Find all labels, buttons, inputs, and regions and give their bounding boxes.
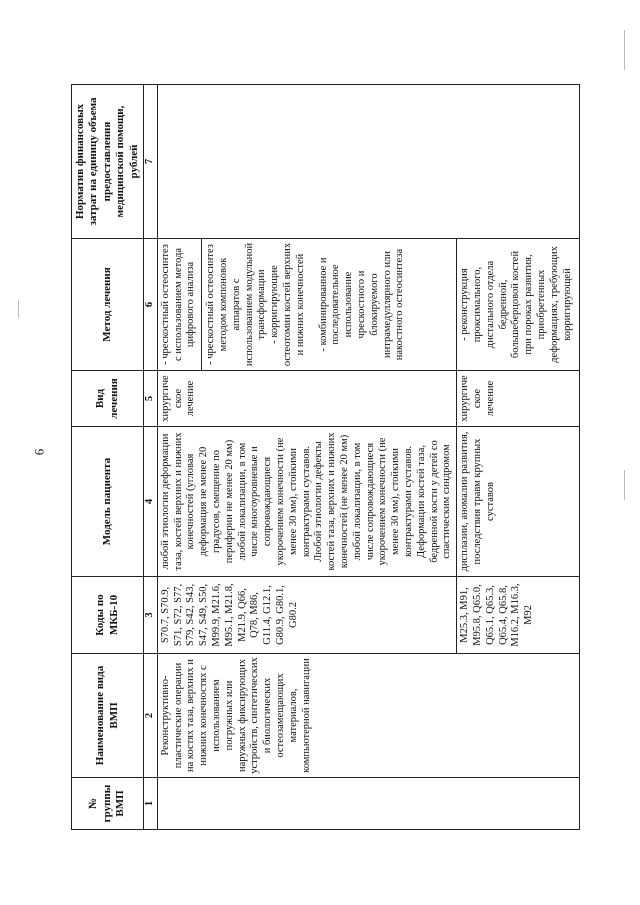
column-number: 7 xyxy=(144,85,158,239)
method-cell xyxy=(157,239,456,371)
method-item: - корригирующие остеотомии костей верхних и нижних конечностей xyxy=(269,242,306,367)
header-method: Метод лечения xyxy=(72,239,144,371)
table-row xyxy=(157,85,456,830)
method-cell xyxy=(457,239,580,371)
header-model: Модель пациента xyxy=(72,427,144,577)
column-number: 5 xyxy=(144,371,158,427)
group-cell xyxy=(157,778,579,830)
column-number: 3 xyxy=(144,577,158,654)
scan-mark xyxy=(624,470,625,500)
treatment-cell: хирургическое лечение xyxy=(457,371,580,427)
scan-mark xyxy=(18,300,19,318)
method-item: - чрескостный остеосинтез методом компоновок аппаратов с использованием модульной трансформации xyxy=(205,242,268,367)
header-codes: Коды по МКБ-10 xyxy=(72,577,144,654)
name-cell: Реконструктивно-пластические операции на костях таза, верхних и нижних конечностях с использованием погружных или наружных фиксирующих устройств, синтетических и биологических остеозамещающих материалов, компьютерной навигации xyxy=(157,654,579,778)
codes-cell: S70.7, S70.9, S71, S72, S77, S79, S42, S43, S47, S49, S50, M99.9, M21.6, M95.1, M21.8, M21.9, Q66, Q78, M86, G11.4, G12.1, G80.9, G80.1, G80.2 xyxy=(157,577,456,654)
header-group: № группы ВМП xyxy=(72,778,144,830)
method-item: - комбинированное и последовательное использование чрескостного и блокируемого интрамедуллярного или накостного остеосинтеза xyxy=(317,248,406,361)
method-item: - чрескостный остеосинтез с использованием метода цифрового анализа xyxy=(159,244,197,365)
header-name: Наименование вида ВМП xyxy=(72,654,144,778)
norm-cell xyxy=(157,85,579,239)
column-number: 2 xyxy=(144,654,158,778)
model-cell: дисплазии, аномалии развития, последствия травм крупных суставов xyxy=(457,427,580,577)
model-cell: любой этиологии деформации таза, костей верхних и нижних конечностей (угловая деформация не менее 20 градусов, смещение по периферии не менее 20 мм) любой локализации, в том числе многоуровневые и сопровождающиеся укорочением конечности (не менее 30 мм), стойкими контрактурами суставов. Любой этиологии дефекты костей таза, верхних и нижних конечностей (не менее 20 мм) любой локализации, в том числе сопровождающиеся укорочением конечности (не менее 30 мм), стойкими контрактурами суставов. Деформации костей таза, бедренной кости у детей со спастическим синдромом xyxy=(157,427,456,577)
column-number: 6 xyxy=(144,239,158,371)
header-row xyxy=(72,85,144,830)
method-divider xyxy=(201,239,202,370)
column-numbers-row xyxy=(144,85,158,830)
page-number: 6 xyxy=(31,448,47,456)
spacer xyxy=(308,242,318,367)
rotated-page xyxy=(71,85,573,830)
header-norm: Норматив финансовых затрат на единицу объема предоставления медицинской помощи, рублей xyxy=(72,85,144,239)
treatment-cell: хирургическое лечение xyxy=(157,371,456,427)
header-treatment: Вид лечения xyxy=(72,371,144,427)
codes-cell: M25.3, M91, M95.8, Q65.0, Q65.1, Q65.3, Q65.4, Q65.8, M16.2, M16.3, M92 xyxy=(457,577,580,654)
method-item: - реконструкция проксимального, дистального отдела бедренной, большеберцовой костей при пороках развития, приобретенных деформациях, требующих корригирующей xyxy=(459,246,573,363)
scan-mark xyxy=(624,30,625,70)
column-number: 4 xyxy=(144,427,158,577)
column-number: 1 xyxy=(144,778,158,830)
vmp-table xyxy=(71,84,580,830)
